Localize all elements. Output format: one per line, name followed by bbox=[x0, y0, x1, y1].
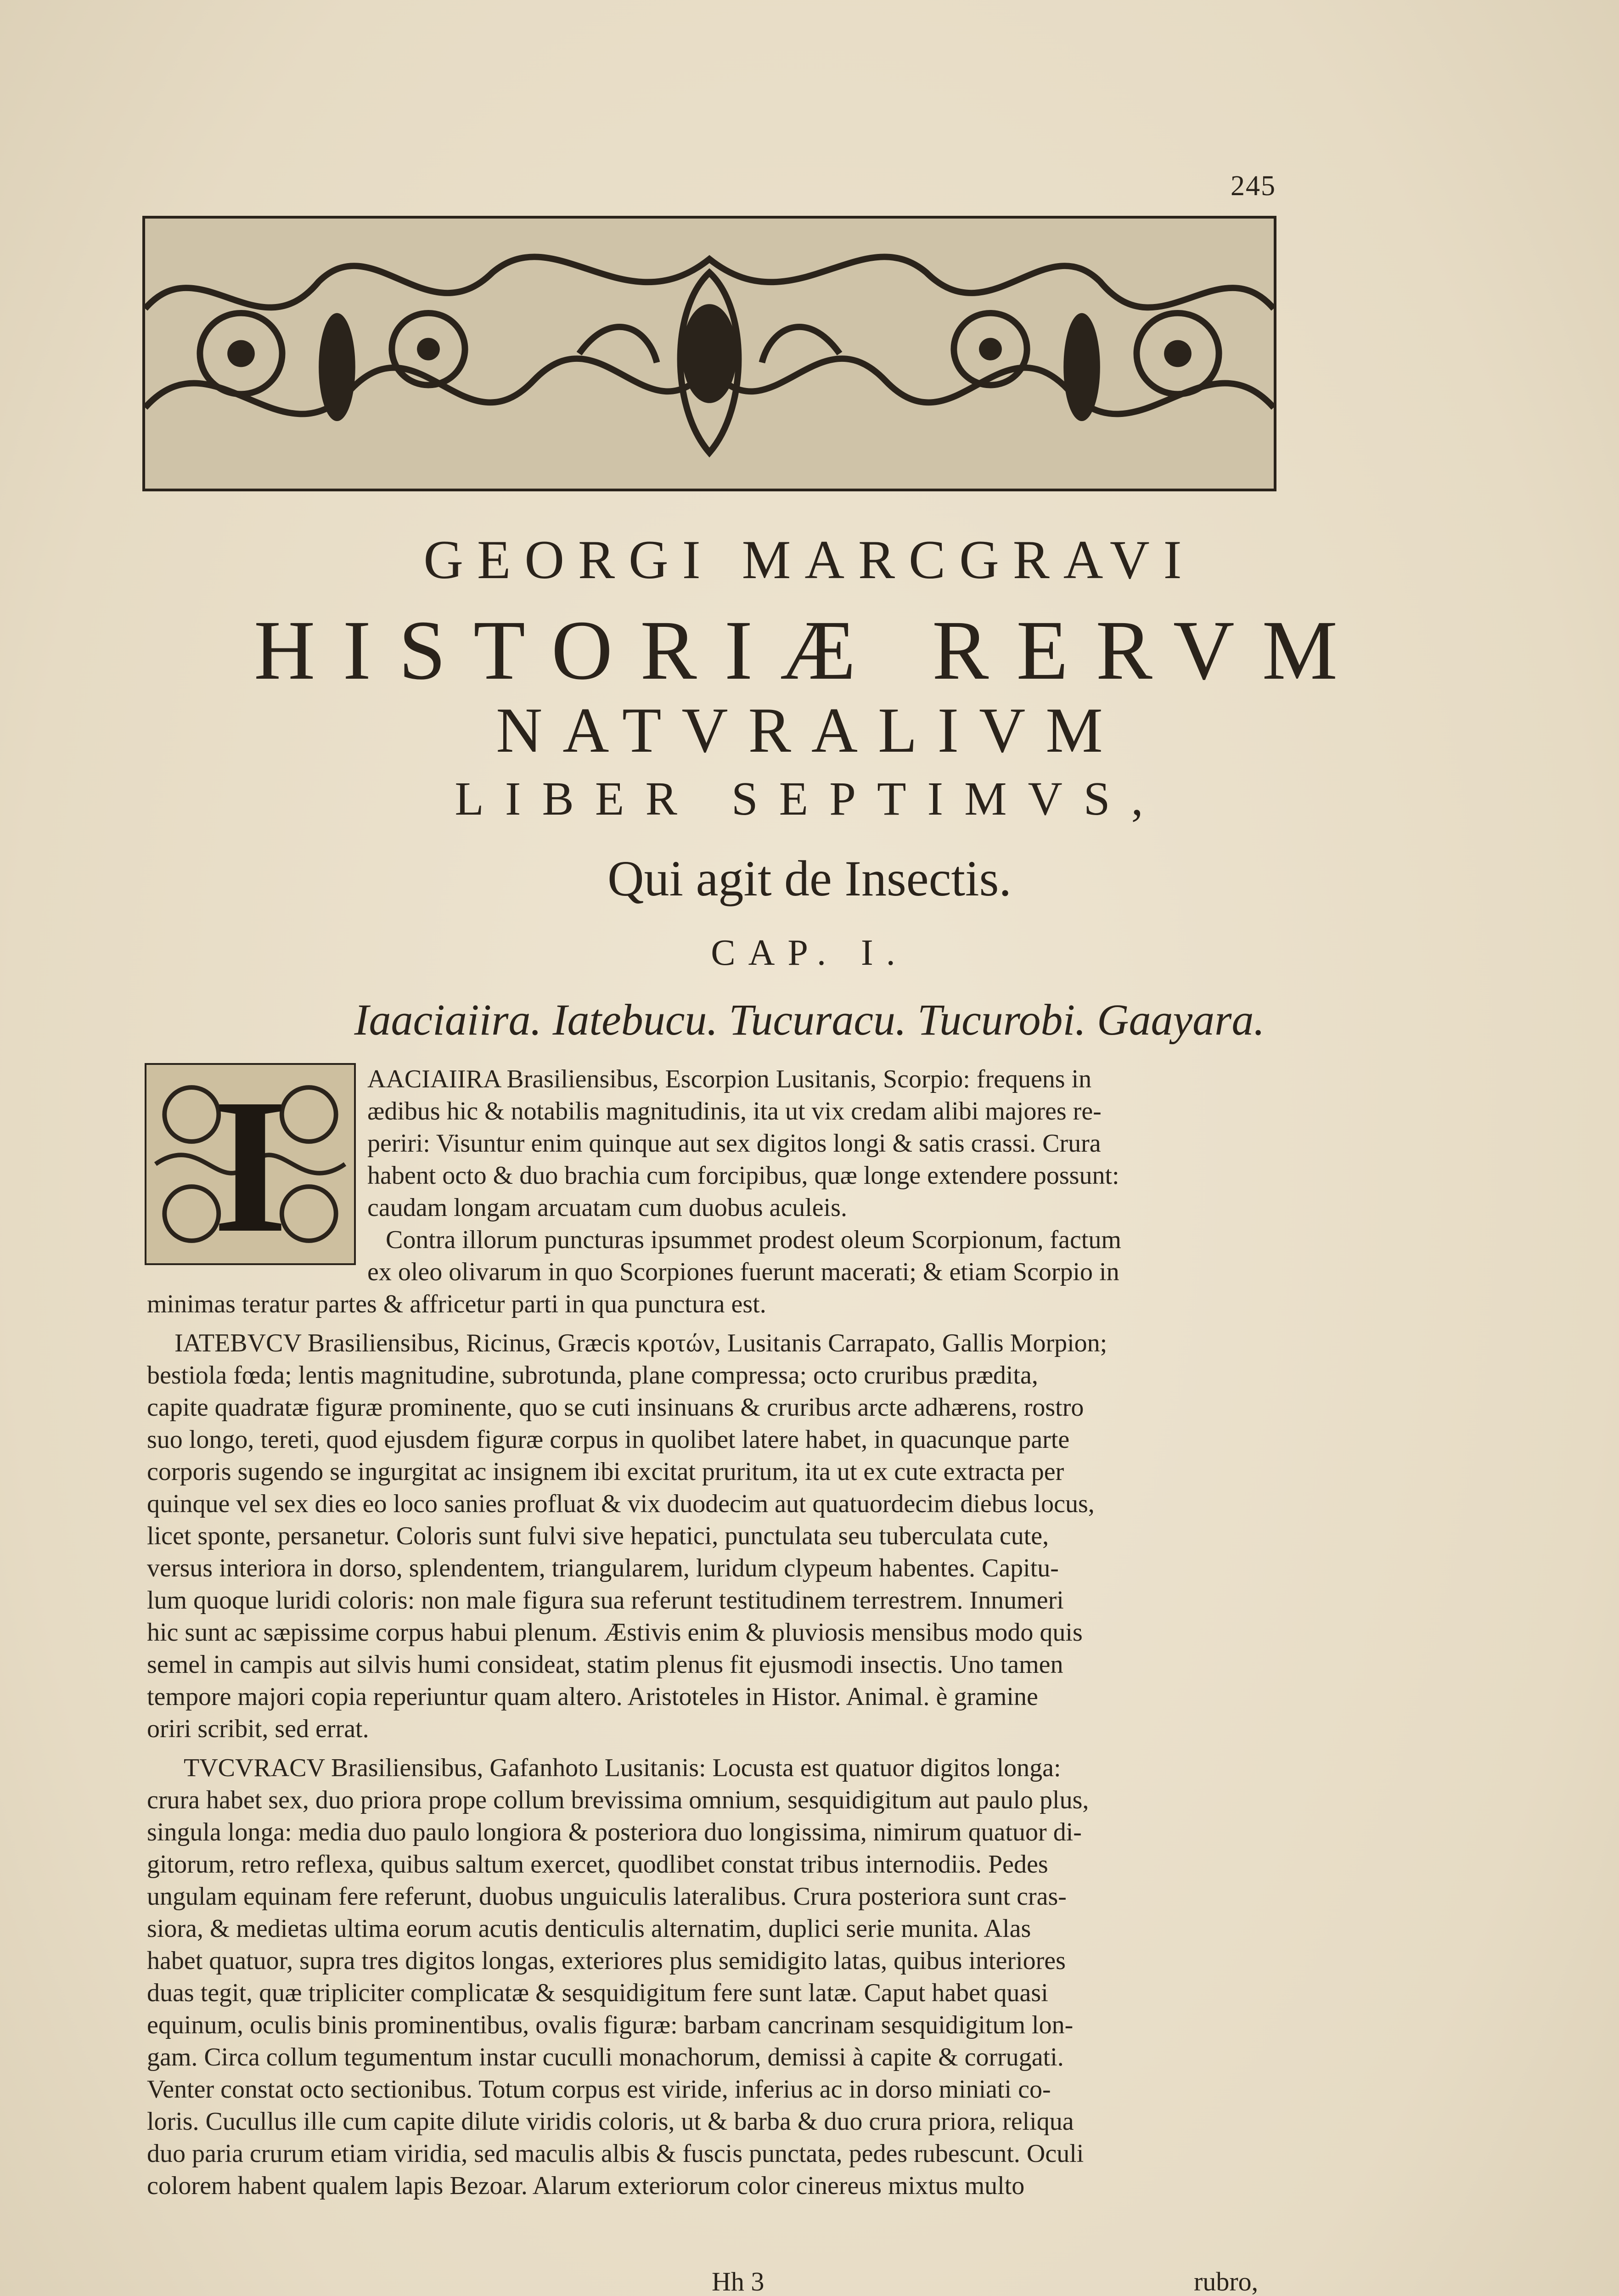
text-line: ex oleo olivarum in quo Scorpiones fuerunt macerati; & etiam Scorpio in bbox=[367, 1258, 1119, 1286]
text-line: bestiola fœda; lentis magnitudine, subrotunda, plane compressa; octo cruribus prædita, bbox=[147, 1361, 1038, 1390]
text-line: ungulam equinam fere referunt, duobus unguiculis lateralibus. Crura posteriora sunt cras- bbox=[147, 1882, 1067, 1911]
text-line: oriri scribit, sed errat. bbox=[147, 1715, 369, 1743]
text-line: siora, & medietas ultima eorum acutis denticulis alternatim, duplici serie munita. Alas bbox=[147, 1914, 1031, 1943]
text-line: crura habet sex, duo priora prope collum brevissima omnium, sesquidigitum aut paulo plus, bbox=[147, 1786, 1089, 1814]
text-line: quinque vel sex dies eo loco sanies profluat & vix duodecim aut quatuordecim diebus locus, bbox=[147, 1490, 1095, 1518]
text-line: semel in campis aut silvis humi consideat, statim plenus fit ejusmodi insectis. Uno tamen bbox=[147, 1650, 1063, 1679]
page-number: 245 bbox=[1231, 170, 1276, 202]
text-line: gitorum, retro reflexa, quibus saltum exercet, quodlibet constat tribus internodiis. Pedes bbox=[147, 1850, 1048, 1879]
text-line: TVCVRACV Brasiliensibus, Gafanhoto Lusitanis: Locusta est quatuor digitos longa: bbox=[184, 1754, 1061, 1782]
text-line: tempore majori copia reperiuntur quam altero. Aristoteles in Histor. Animal. è gramine bbox=[147, 1683, 1038, 1711]
signature-mark: Hh 3 bbox=[712, 2267, 765, 2296]
initial-letter: I bbox=[213, 1059, 288, 1272]
text-line: habent octo & duo brachia cum forcipibus, quæ longe extendere possunt: bbox=[367, 1161, 1119, 1190]
text-line: minimas teratur partes & affricetur parti in qua punctura est. bbox=[147, 1290, 766, 1318]
text-line: duo paria crurum etiam viridia, sed maculis albis & fuscis punctata, pedes rubescunt. Oculi bbox=[147, 2139, 1084, 2168]
author-title: GEORGI MARCGRAVI bbox=[423, 529, 1196, 590]
text-line: caudam longam arcuatam cum duobus aculeis. bbox=[367, 1193, 847, 1222]
text-line: capite quadratæ figuræ prominente, quo se cuti insinuans & cruribus arcte adhærens, rostro bbox=[147, 1393, 1084, 1422]
text-line: Contra illorum puncturas ipsummet prodest oleum Scorpionum, factum bbox=[386, 1226, 1121, 1254]
text-line: Venter constat octo sectionibus. Totum corpus est viride, inferius ac in dorso miniati co- bbox=[147, 2075, 1051, 2104]
text-line: singula longa: media duo paulo longiora & posteriora duo longissima, nimirum quatuor di- bbox=[147, 1818, 1082, 1846]
text-line: IATEBVCV Brasiliensibus, Ricinus, Græcis κροτών, Lusitanis Carrapato, Gallis Morpion; bbox=[174, 1329, 1107, 1357]
text-line: equinum, oculis binis prominentibus, ovalis figuræ: barbam cancrinam sesquidigitum lon- bbox=[147, 2011, 1074, 2039]
book-number: LIBER SEPTIMVS, bbox=[455, 772, 1164, 825]
text-line: periri: Visuntur enim quinque aut sex digitos longi & satis crassi. Crura bbox=[367, 1129, 1101, 1158]
text-line: lum quoque luridi coloris: non male figura sua referunt testitudinem terrestrem. Innumeri bbox=[147, 1586, 1064, 1615]
species-names: Iaaciaiira. Iatebucu. Tucuracu. Tucurobi. Gaayara. bbox=[354, 995, 1265, 1044]
floral-headpiece-icon bbox=[145, 219, 1274, 489]
text-line: hic sunt ac sæpissime corpus habui plenum. Æstivis enim & pluviosis mensibus modo quis bbox=[147, 1618, 1083, 1647]
drop-cap bbox=[145, 1059, 356, 1272]
catchword: rubro, bbox=[1194, 2267, 1259, 2296]
text-line: colorem habent qualem lapis Bezoar. Alarum exteriorum color cinereus mixtus multo bbox=[147, 2172, 1025, 2200]
text-line: loris. Cucullus ille cum capite dilute viridis coloris, ut & barba & duo crura priora, reliqua bbox=[147, 2107, 1074, 2136]
headpiece-ornament bbox=[142, 216, 1276, 491]
text-line: licet sponte, persanetur. Coloris sunt fulvi sive hepatici, punctulata seu tuberculata cute, bbox=[147, 1522, 1049, 1550]
text-line: AACIAIIRA Brasiliensibus, Escorpion Lusitanis, Scorpio: frequens in bbox=[367, 1065, 1092, 1093]
chapter-heading: CAP. I. bbox=[711, 933, 908, 973]
text-line: gam. Circa collum tegumentum instar cuculli monachorum, demissi à capite & corrugati. bbox=[147, 2043, 1064, 2071]
text-line: ædibus hic & notabilis magnitudinis, ita ut vix credam alibi majores re- bbox=[367, 1097, 1102, 1125]
text-line: duas tegit, quæ tripliciter complicatæ & sesquidigitum fere sunt latæ. Caput habet quasi bbox=[147, 1979, 1048, 2007]
text-line: versus interiora in dorso, splendentem, triangularem, luridum clypeum habentes. Capitu- bbox=[147, 1554, 1059, 1582]
main-title: HISTORIÆ RERVM bbox=[253, 603, 1366, 698]
text-line: suo longo, tereti, quod ejusdem figuræ corpus in quolibet latere habet, in quacunque parte bbox=[147, 1425, 1070, 1454]
text-line: corporis sugendo se ingurgitat ac insignem ibi excitat pruritum, ita ut ex cute extracta per bbox=[147, 1458, 1064, 1486]
text-line: habet quatuor, supra tres digitos longas, exteriores plus semidigito latas, quibus interiores bbox=[147, 1947, 1066, 1975]
subtitle: NATVRALIVM bbox=[496, 695, 1123, 766]
book-subject: Qui agit de Insectis. bbox=[607, 850, 1012, 906]
